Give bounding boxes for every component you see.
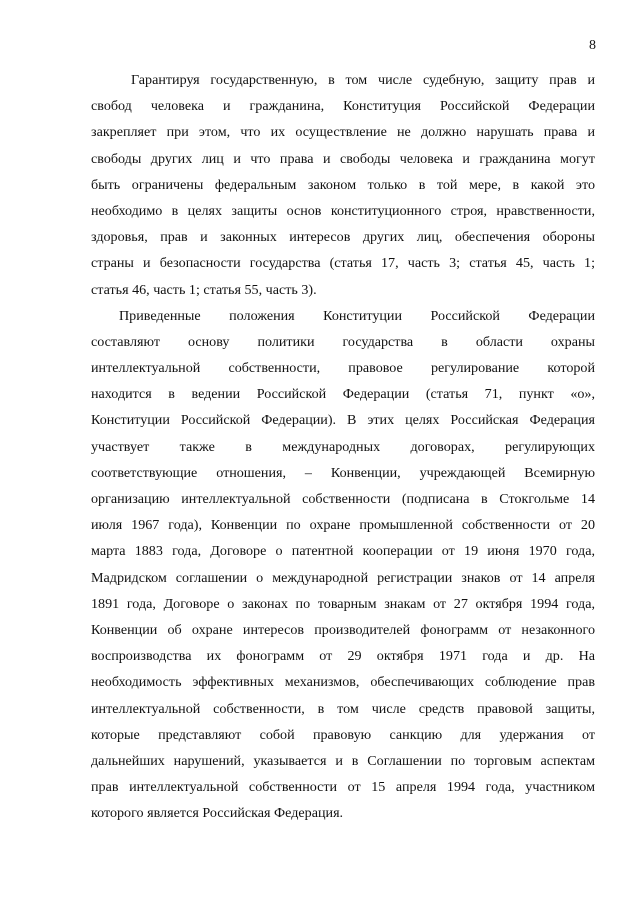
text-line: Конвенции об охране интересов производителей фонограмм от незаконного — [91, 621, 595, 638]
text-line: июля 1967 года), Конвенции по охране промышленной собственности от 20 — [91, 517, 595, 534]
text-line: страны и безопасности государства (статья 17, часть 3; статья 45, часть 1; — [91, 255, 595, 272]
text-line: воспроизводства их фонограмм от 29 октября 1971 года и др. На — [91, 648, 595, 665]
paragraph — [91, 303, 595, 827]
text-line: закрепляет при этом, что их осуществление не должно нарушать права и — [91, 124, 595, 141]
text-line: здоровья, прав и законных интересов других лиц, обеспечения обороны — [91, 229, 595, 246]
text-line: участвует также в международных договорах, регулирующих — [91, 438, 595, 455]
text-line: свободы других лиц и что права и свободы человека и гражданина могут — [91, 150, 595, 167]
text-line: 1891 года, Договоре о законах по товарным знакам от 27 октября 1994 года, — [91, 595, 595, 612]
text-line: Приведенные положения Конституции Российской Федерации — [119, 307, 595, 324]
page-number: 8 — [589, 38, 596, 53]
text-line: организацию интеллектуальной собственности (подписана в Стокгольме 14 — [91, 491, 595, 507]
paragraph — [91, 67, 595, 303]
text-line: которого является Российская Федерация. — [91, 805, 344, 822]
text-line: необходимость эффективных механизмов, обеспечивающих соблюдение прав — [91, 674, 595, 691]
text-line: марта 1883 года, Договоре о патентной кооперации от 19 июня 1970 года, — [91, 543, 595, 560]
text-line: Мадридском соглашении о международной регистрации знаков от 14 апреля — [91, 569, 595, 586]
text-line: интеллектуальной собственности, правовое регулирование которой — [91, 360, 595, 377]
text-line: Конституции Российской Федерации). В этих целях Российская Федерация — [91, 412, 595, 429]
text-line: соответствующие отношения, – Конвенции, учреждающей Всемирную — [91, 464, 595, 481]
document-body — [91, 67, 595, 826]
text-line: которые представляют собой правовую санкцию для удержания от — [91, 726, 595, 743]
text-line: интеллектуальной собственности, в том числе средств правовой защиты, — [91, 700, 595, 717]
text-line: быть ограничены федеральным законом только в той мере, в какой это — [91, 176, 595, 193]
text-line: дальнейших нарушений, указывается и в Соглашении по торговым аспектам — [91, 752, 595, 769]
text-line: находится в ведении Российской Федерации (статья 71, пункт «о», — [91, 386, 595, 403]
text-line: необходимо в целях защиты основ конституционного строя, нравственности, — [91, 202, 595, 219]
text-line: статья 46, часть 1; статья 55, часть 3). — [91, 281, 317, 298]
text-line: свобод человека и гражданина, Конституция Российской Федерации — [91, 98, 595, 115]
text-line: Гарантируя государственную, в том числе судебную, защиту прав и — [131, 72, 595, 88]
text-line: прав интеллектуальной собственности от 15 апреля 1994 года, участником — [91, 779, 595, 796]
text-line: составляют основу политики государства в области охраны — [91, 333, 595, 350]
